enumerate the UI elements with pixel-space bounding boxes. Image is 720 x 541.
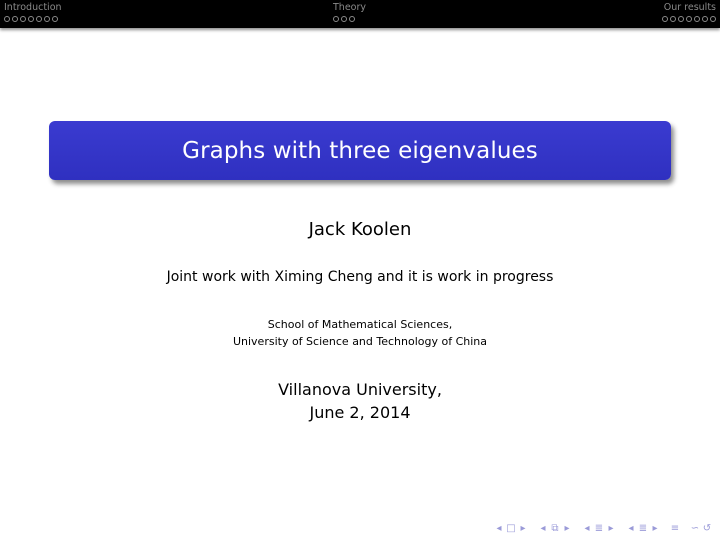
frame-dot-icon[interactable] (678, 16, 684, 22)
beamer-navigation-symbols (494, 521, 712, 535)
nav-frame-dots (662, 16, 716, 23)
frame-dot-icon[interactable] (662, 16, 668, 22)
frame-dot-icon[interactable] (52, 16, 58, 22)
frame-dot-icon[interactable] (349, 16, 355, 22)
frame-dot-icon[interactable] (694, 16, 700, 22)
nav-next-frame-icon[interactable]: ▸ (564, 522, 570, 534)
frame-dot-icon[interactable] (44, 16, 50, 22)
nav-frame-dots (333, 16, 355, 23)
coauthor-note: Joint work with Ximing Cheng and it is work in progress (166, 269, 554, 285)
nav-section-label[interactable]: Our results (663, 2, 716, 13)
nav-prev-slide-icon[interactable]: ◂ (496, 522, 502, 534)
nav-frame-icon: ⧉ (551, 522, 559, 534)
title-box (49, 121, 671, 180)
nav-section-label[interactable]: Introduction (4, 2, 62, 13)
frame-dot-icon[interactable] (4, 16, 10, 22)
frame-dot-icon[interactable] (341, 16, 347, 22)
nav-next-subsection-icon[interactable]: ▸ (608, 522, 614, 534)
nav-frame-dots (4, 16, 58, 23)
nav-prev-subsection-icon[interactable]: ◂ (584, 522, 590, 534)
frame-dot-icon[interactable] (12, 16, 18, 22)
nav-search-icon[interactable]: ∽ (690, 522, 700, 534)
nav-prev-section-icon[interactable]: ◂ (628, 522, 634, 534)
nav-slide-box-icon: □ (506, 522, 516, 534)
frame-dot-icon[interactable] (36, 16, 42, 22)
slide-title: Graphs with three eigenvalues (182, 137, 538, 164)
frame-dot-icon[interactable] (28, 16, 34, 22)
nav-align-icon[interactable]: ≡ (670, 522, 680, 534)
frame-dot-icon[interactable] (20, 16, 26, 22)
presentation-date: June 2, 2014 (309, 403, 411, 422)
nav-subsection-icon: ≣ (594, 522, 604, 534)
section-navigation-bar (0, 0, 720, 28)
frame-dot-icon[interactable] (702, 16, 708, 22)
nav-section-icon: ≣ (638, 522, 648, 534)
nav-section-label[interactable]: Theory (333, 2, 367, 13)
nav-prev-frame-icon[interactable]: ◂ (540, 522, 546, 534)
frame-dot-icon[interactable] (333, 16, 339, 22)
frame-dot-icon[interactable] (670, 16, 676, 22)
institute-line-2: University of Science and Technology of China (232, 335, 488, 348)
institute-line-1: School of Mathematical Sciences, (267, 318, 453, 331)
frame-dot-icon[interactable] (710, 16, 716, 22)
nav-back-icon[interactable]: ↺ (702, 522, 712, 534)
frame-dot-icon[interactable] (686, 16, 692, 22)
venue: Villanova University, (278, 380, 442, 399)
nav-section-our-results[interactable] (652, 0, 716, 28)
nav-next-section-icon[interactable]: ▸ (652, 522, 658, 534)
nav-next-slide-icon[interactable]: ▸ (520, 522, 526, 534)
author-name: Jack Koolen (308, 219, 412, 240)
